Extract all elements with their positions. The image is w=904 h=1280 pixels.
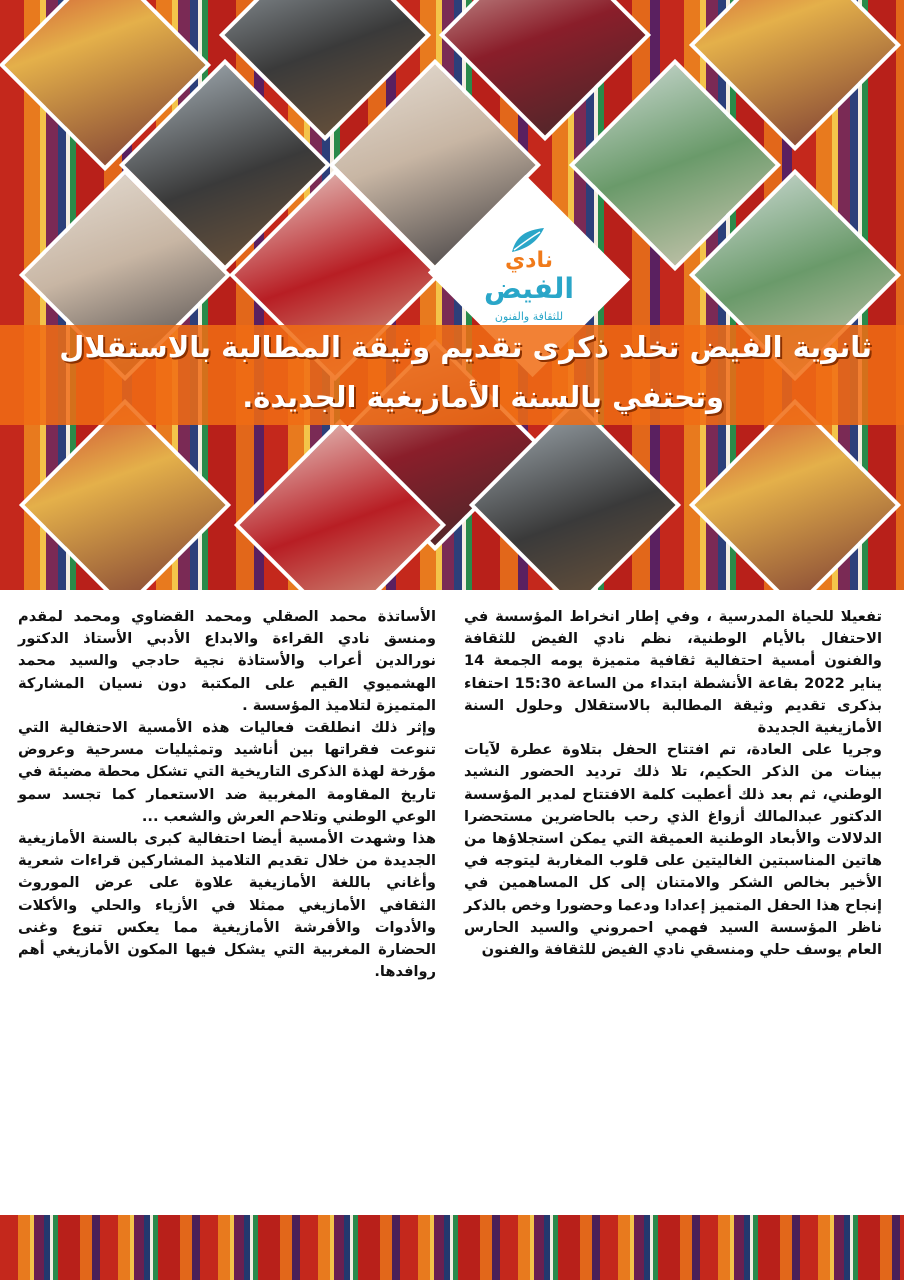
club-logo — [458, 218, 600, 338]
headline-line2: وتحتفي بالسنة الأمازيغية الجديدة. — [242, 380, 724, 414]
carpet-footer — [0, 1215, 904, 1280]
paragraph: هذا وشهدت الأمسية أيضا احتفالية كبرى بالسنة الأمازيغية الجديدة من خلال تقديم التلاميذ المشاركين قراءات شعرية وأغاني باللغة الأمازيغية علاوة على عرض الموروث الثقافي الأمازيغي ممثلا في الأزياء والحلي والأكلات والأدوات والأفرشة الأمازيغية مما يعكس تنوع وغنى الحضارة المغربية التي يشكل فيها المكون الأمازيغي أهم روافدها. — [18, 830, 436, 981]
logo-text-line1: نادي — [505, 248, 553, 273]
article-column-right — [464, 606, 882, 961]
photo-tile — [689, 399, 901, 590]
paragraph: وإثر ذلك انطلقت فعاليات هذه الأمسية الاحتفالية التي تنوعت فقراتها بين أناشيد وتمثيليات مسرحية وعروض مؤرخة لهذة الذكرى التاريخية التي تشكل محطة مضيئة في تاريخ المقاومة المغربية ضد الاستعمار كما تجسد سمو الوعي الوطني وتلاحم العرش والشعب ... — [18, 719, 436, 825]
photo-tile — [19, 399, 231, 590]
logo-text-line3: للثقافة والفنون — [494, 310, 564, 323]
headline-line1: ثانوية الفيض تخلد ذكرى تقديم وثيقة المطالبة بالاستقلال — [59, 330, 872, 364]
article-column-left — [18, 606, 436, 983]
logo-text-line2: الفيض — [484, 272, 574, 305]
paragraph: تفعيلا للحياة المدرسية ، وفي إطار انخراط المؤسسة في الاحتفال بالأيام الوطنية، نظم نادي الفيض للثقافة والفنون أمسية احتفالية ثقافية متميزة يومه الجمعة 14 يناير 2022 بقاعة الأنشطة ابتداء من الساعة 15:30 احتفاء بذكرى تقديم وثيقة المطالبة بالاستقلال وحلول السنة الأمازيغية الجديدة — [464, 608, 882, 737]
paragraph: الأساتذة محمد الصقلي ومحمد القضاوي ومحمد لمقدم ومنسق نادي القراءة والابداع الأدبي الأستاذ الدكتور نورالدين أعراب والأستاذة نجية حادجي والسيد محمد الهشميوي القيم على المكتبة دون نسيان المشاركة المتميزة لتلاميذ المؤسسة . — [18, 608, 436, 714]
header-collage — [0, 0, 904, 590]
paragraph: وجريا على العادة، تم افتتاح الحفل بتلاوة عطرة لآيات بينات من الذكر الحكيم، تلا ذلك ترديد الحضور النشيد الوطني، ثم بعد ذلك أعطيت كلمة الافتتاح لمدير المؤسسة الدكتور عبدالمالك أزواغ الذي رحب بالحاضرين مستحضرا الدلالات والأبعاد الوطنية العميقة التي يمكن استجلاؤها من هاتين المناسبتين الغاليتين على قلوب المغاربة ليتوجه في الأخير بخالص الشكر والامتنان إلى كل المساهمين في إنجاح هذا الحفل المتميز إعدادا ودعما وحضورا وخص بالذكر ناظر المؤسسة السيد فهمي احمروني والسيد الحارس العام يوسف حلي ومنسقي نادي الفيض للثقافة والفنون — [464, 741, 882, 959]
